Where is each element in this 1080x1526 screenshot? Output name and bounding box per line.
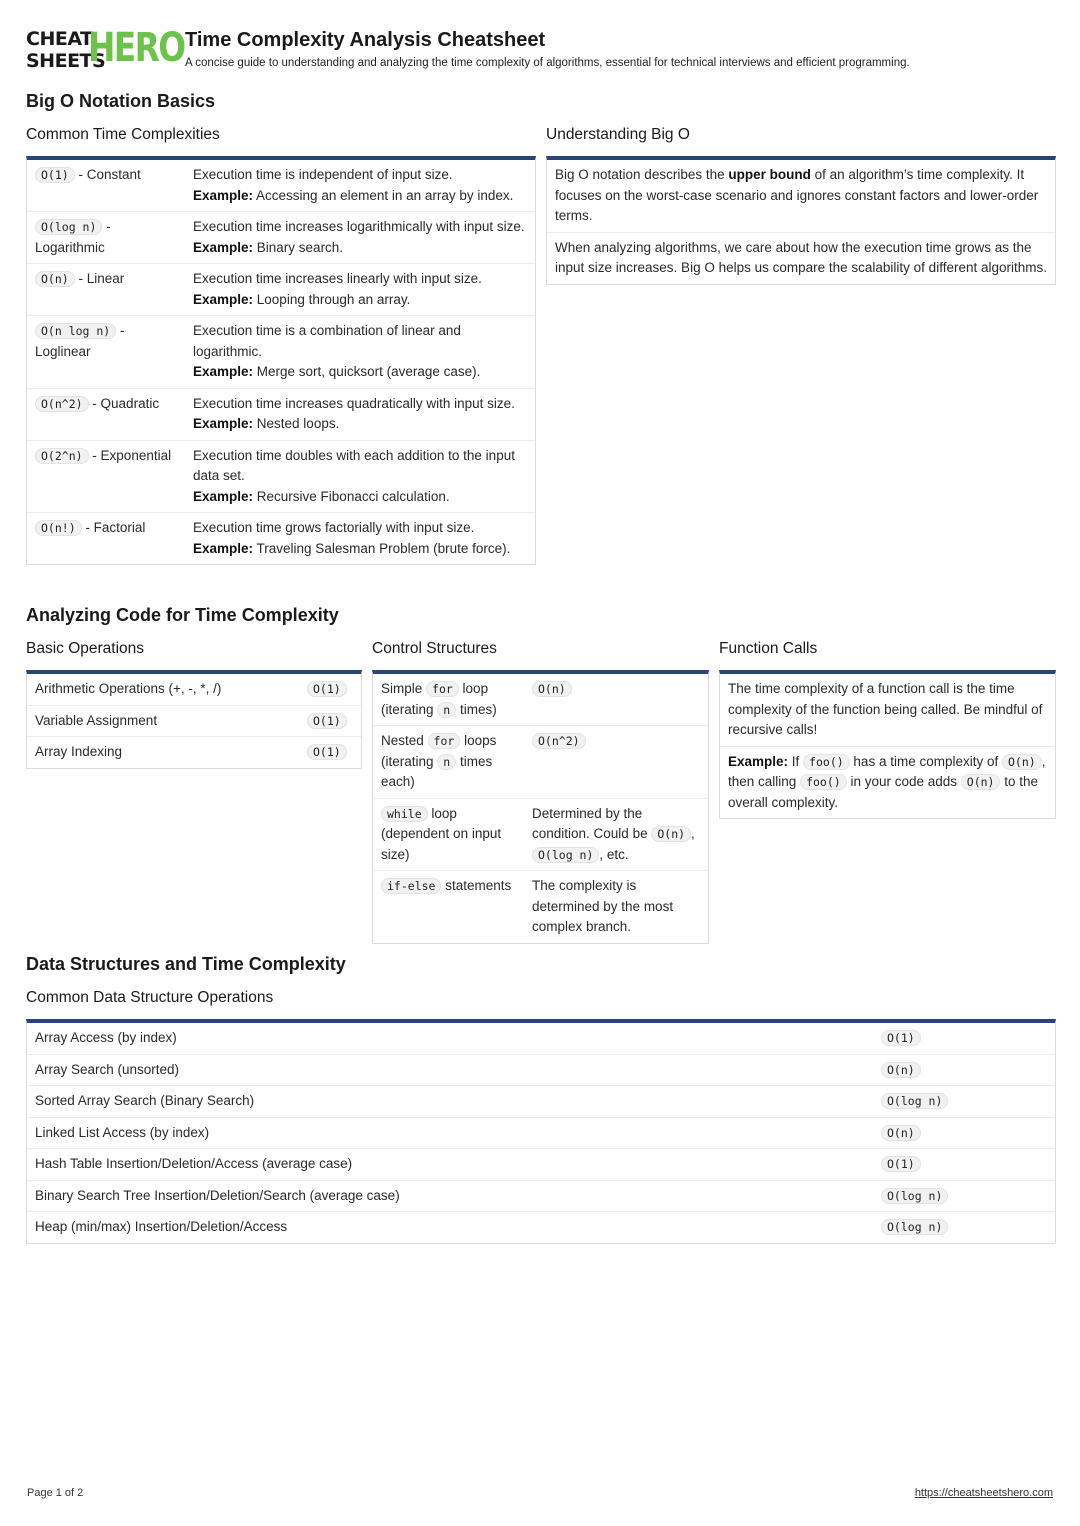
common-complexities-table	[26, 156, 536, 565]
section-title-data-structures: Data Structures and Time Complexity	[26, 954, 346, 974]
structure-label: loop (dependent on input size)	[381, 805, 502, 862]
operation-label: Sorted Array Search (Binary Search)	[35, 1093, 255, 1108]
complexity-code: O(log n)	[532, 847, 599, 863]
operation-label: Array Search (unsorted)	[35, 1061, 180, 1077]
variable-code: n	[437, 702, 456, 718]
complexity-name: - Constant	[74, 167, 141, 182]
basic-operations-table	[26, 670, 362, 769]
operation-label: Array Access (by index)	[35, 1030, 177, 1045]
variable-code: n	[437, 754, 456, 770]
table-row	[27, 1055, 1055, 1087]
paragraph-text: When analyzing algorithms, we care about how the execution time grows as the input size increases. Big O helps us compare the scalability of different algorithms.	[555, 239, 1047, 275]
structure-label: times)	[456, 701, 497, 717]
structure-label: Nested	[381, 733, 428, 748]
table-row	[27, 1212, 1055, 1243]
complexity-code: O(1)	[307, 744, 347, 760]
operation-label: Variable Assignment	[35, 712, 158, 728]
operation-label: Arithmetic Operations (+, -, *, /)	[35, 681, 222, 696]
complexity-code: O(log n)	[881, 1219, 948, 1235]
structure-label: Simple	[381, 681, 427, 696]
example-text: Looping through an array.	[253, 291, 411, 307]
paragraph-text: has a time complexity of	[849, 753, 1002, 769]
complexity-code: O(log n)	[881, 1188, 948, 1204]
keyword-code: if-else	[381, 878, 441, 894]
structure-description: The complexity is determined by the most complex branch.	[532, 878, 674, 934]
table-row	[27, 441, 535, 514]
example-label: Example:	[193, 540, 254, 556]
subsection-title-basic-operations: Basic Operations	[26, 640, 145, 657]
paragraph-text: to the overall complexity.	[728, 774, 1038, 810]
complexity-description: Execution time grows factorially with input size.	[193, 520, 475, 535]
paragraph-text: If	[788, 753, 804, 769]
table-row	[373, 674, 708, 726]
structure-label: statements	[441, 878, 512, 893]
complexity-code: O(n)	[532, 681, 572, 697]
subsection-title-common-complexities: Common Time Complexities	[26, 126, 220, 143]
complexity-code: O(log n)	[881, 1093, 948, 1109]
separator-text: ,	[691, 826, 695, 841]
table-row	[27, 1149, 1055, 1181]
operation-label: Array Indexing	[35, 744, 123, 759]
table-row	[27, 160, 535, 212]
paragraph-text: , then calling	[728, 753, 1046, 789]
paragraph-text: The time complexity of a function call is the time complexity of the function being called. Be mindful of recursive calls!	[728, 681, 1043, 737]
operation-label: Hash Table Insertion/Deletion/Access (average case)	[35, 1156, 353, 1171]
operation-label: Linked List Access (by index)	[35, 1124, 210, 1140]
structure-label: times each)	[381, 753, 493, 789]
complexity-code: O(n)	[961, 774, 1001, 790]
complexity-code: O(1)	[307, 681, 347, 697]
table-row	[27, 1086, 1055, 1118]
subsection-title-control-structures: Control Structures	[372, 640, 497, 657]
example-text: Recursive Fibonacci calculation.	[253, 488, 450, 504]
example-label: Example:	[193, 488, 254, 504]
page-header	[26, 25, 1056, 78]
complexity-code: O(n)	[881, 1062, 921, 1078]
complexity-code: O(1)	[35, 167, 75, 183]
table-row	[27, 674, 361, 706]
table-row	[27, 1181, 1055, 1213]
table-row	[27, 513, 535, 564]
complexity-code: O(n!)	[35, 520, 82, 536]
structure-label: loops (iterating	[381, 733, 497, 769]
operation-label: Binary Search Tree Insertion/Deletion/Search (average case)	[35, 1187, 400, 1203]
table-row	[373, 799, 708, 872]
example-label: Example:	[193, 416, 254, 431]
logo-text-hero: HERO	[88, 25, 185, 71]
paragraph-text: of an algorithm’s time complexity. It focuses on the worst-case scenario and ignores constant factors and lower-order terms.	[555, 167, 1039, 223]
complexity-description: Execution time increases logarithmically with input size.	[193, 219, 525, 234]
complexity-code: O(n)	[1002, 754, 1042, 770]
table-row	[373, 726, 708, 799]
complexity-name: - Factorial	[81, 520, 146, 535]
example-label: Example:	[193, 291, 254, 307]
complexity-description: Execution time increases quadratically with input size.	[193, 395, 515, 411]
example-text: Accessing an element in an array by index.	[253, 187, 514, 203]
complexity-name: - Linear	[74, 271, 125, 286]
keyword-code: while	[381, 806, 428, 822]
example-text: Binary search.	[253, 239, 344, 255]
table-row	[27, 1118, 1055, 1150]
table-row	[27, 212, 535, 264]
complexity-name: - Exponential	[88, 447, 172, 463]
example-label: Example:	[193, 239, 254, 255]
complexity-code: O(1)	[881, 1156, 921, 1172]
subsection-title-understanding: Understanding Big O	[546, 126, 690, 143]
highlight-text: upper bound	[728, 167, 811, 182]
page-number: Page 1 of 2	[27, 1487, 84, 1499]
function-calls-card	[719, 670, 1056, 819]
section-title-big-o: Big O Notation Basics	[26, 91, 216, 111]
table-row	[373, 871, 708, 943]
table-row	[27, 316, 535, 389]
paragraph-text: Big O notation describes the	[555, 167, 729, 182]
page-title: Time Complexity Analysis Cheatsheet	[185, 29, 546, 51]
section-title-analyzing: Analyzing Code for Time Complexity	[26, 605, 339, 625]
table-row	[27, 264, 535, 316]
operation-label: Heap (min/max) Insertion/Deletion/Access	[35, 1219, 288, 1234]
keyword-code: for	[426, 681, 459, 697]
function-code: foo()	[800, 774, 847, 790]
list-item	[547, 160, 1055, 233]
footer-link[interactable]: https://cheatsheetshero.com	[914, 1487, 1053, 1499]
table-row	[27, 706, 361, 738]
table-row	[27, 737, 361, 768]
keyword-code: for	[428, 733, 461, 749]
table-row	[27, 389, 535, 441]
complexity-code: O(n)	[651, 826, 691, 842]
example-text: Traveling Salesman Problem (brute force).	[253, 540, 511, 556]
structure-label: loop (iterating	[381, 681, 489, 717]
subsection-title-function-calls: Function Calls	[719, 640, 818, 657]
complexity-code: O(2^n)	[35, 448, 89, 464]
function-code: foo()	[803, 754, 850, 770]
complexity-name: - Loglinear	[35, 323, 125, 359]
example-text: Merge sort, quicksort (average case).	[253, 364, 481, 379]
complexity-name: - Quadratic	[88, 395, 160, 411]
complexity-code: O(n)	[881, 1125, 921, 1141]
list-item	[720, 674, 1055, 747]
cheatsheetshero-logo[interactable]	[26, 25, 185, 72]
table-row	[27, 1023, 1055, 1055]
complexity-code: O(1)	[881, 1030, 921, 1046]
control-structures-table	[372, 670, 709, 944]
complexity-code: O(n log n)	[35, 323, 116, 339]
logo-text-sheets: SHEETS	[26, 50, 106, 72]
complexity-code: O(n)	[35, 271, 75, 287]
understanding-big-o-card	[546, 156, 1056, 285]
complexity-code: O(log n)	[35, 219, 102, 235]
paragraph-text: in your code adds	[846, 774, 961, 789]
complexity-description: Execution time doubles with each addition to the input data set.	[193, 447, 515, 483]
example-label: Example:	[193, 364, 254, 379]
structure-description: Determined by the condition. Could be	[532, 805, 652, 841]
example-text: Nested loops.	[253, 416, 340, 431]
list-item	[720, 747, 1055, 819]
subsection-title-data-structure-operations: Common Data Structure Operations	[26, 989, 274, 1006]
complexity-name: - Logarithmic	[35, 219, 111, 255]
complexity-description: Execution time increases linearly with input size.	[193, 271, 482, 286]
list-item	[547, 233, 1055, 284]
complexity-code: O(1)	[307, 713, 347, 729]
example-label: Example:	[193, 187, 254, 203]
data-structure-operations-table	[26, 1019, 1056, 1244]
example-label: Example:	[728, 753, 789, 769]
page-subtitle: A concise guide to understanding and analyzing the time complexity of algorithms, essential for technical interviews and efficient programming.	[185, 57, 910, 69]
logo-text-cheat: CHEAT	[26, 28, 93, 50]
complexity-description: Execution time is a combination of linear and logarithmic.	[193, 323, 461, 359]
structure-description: , etc.	[599, 846, 629, 862]
complexity-description: Execution time is independent of input size.	[193, 167, 453, 182]
complexity-code: O(n^2)	[532, 733, 586, 749]
complexity-code: O(n^2)	[35, 396, 89, 412]
